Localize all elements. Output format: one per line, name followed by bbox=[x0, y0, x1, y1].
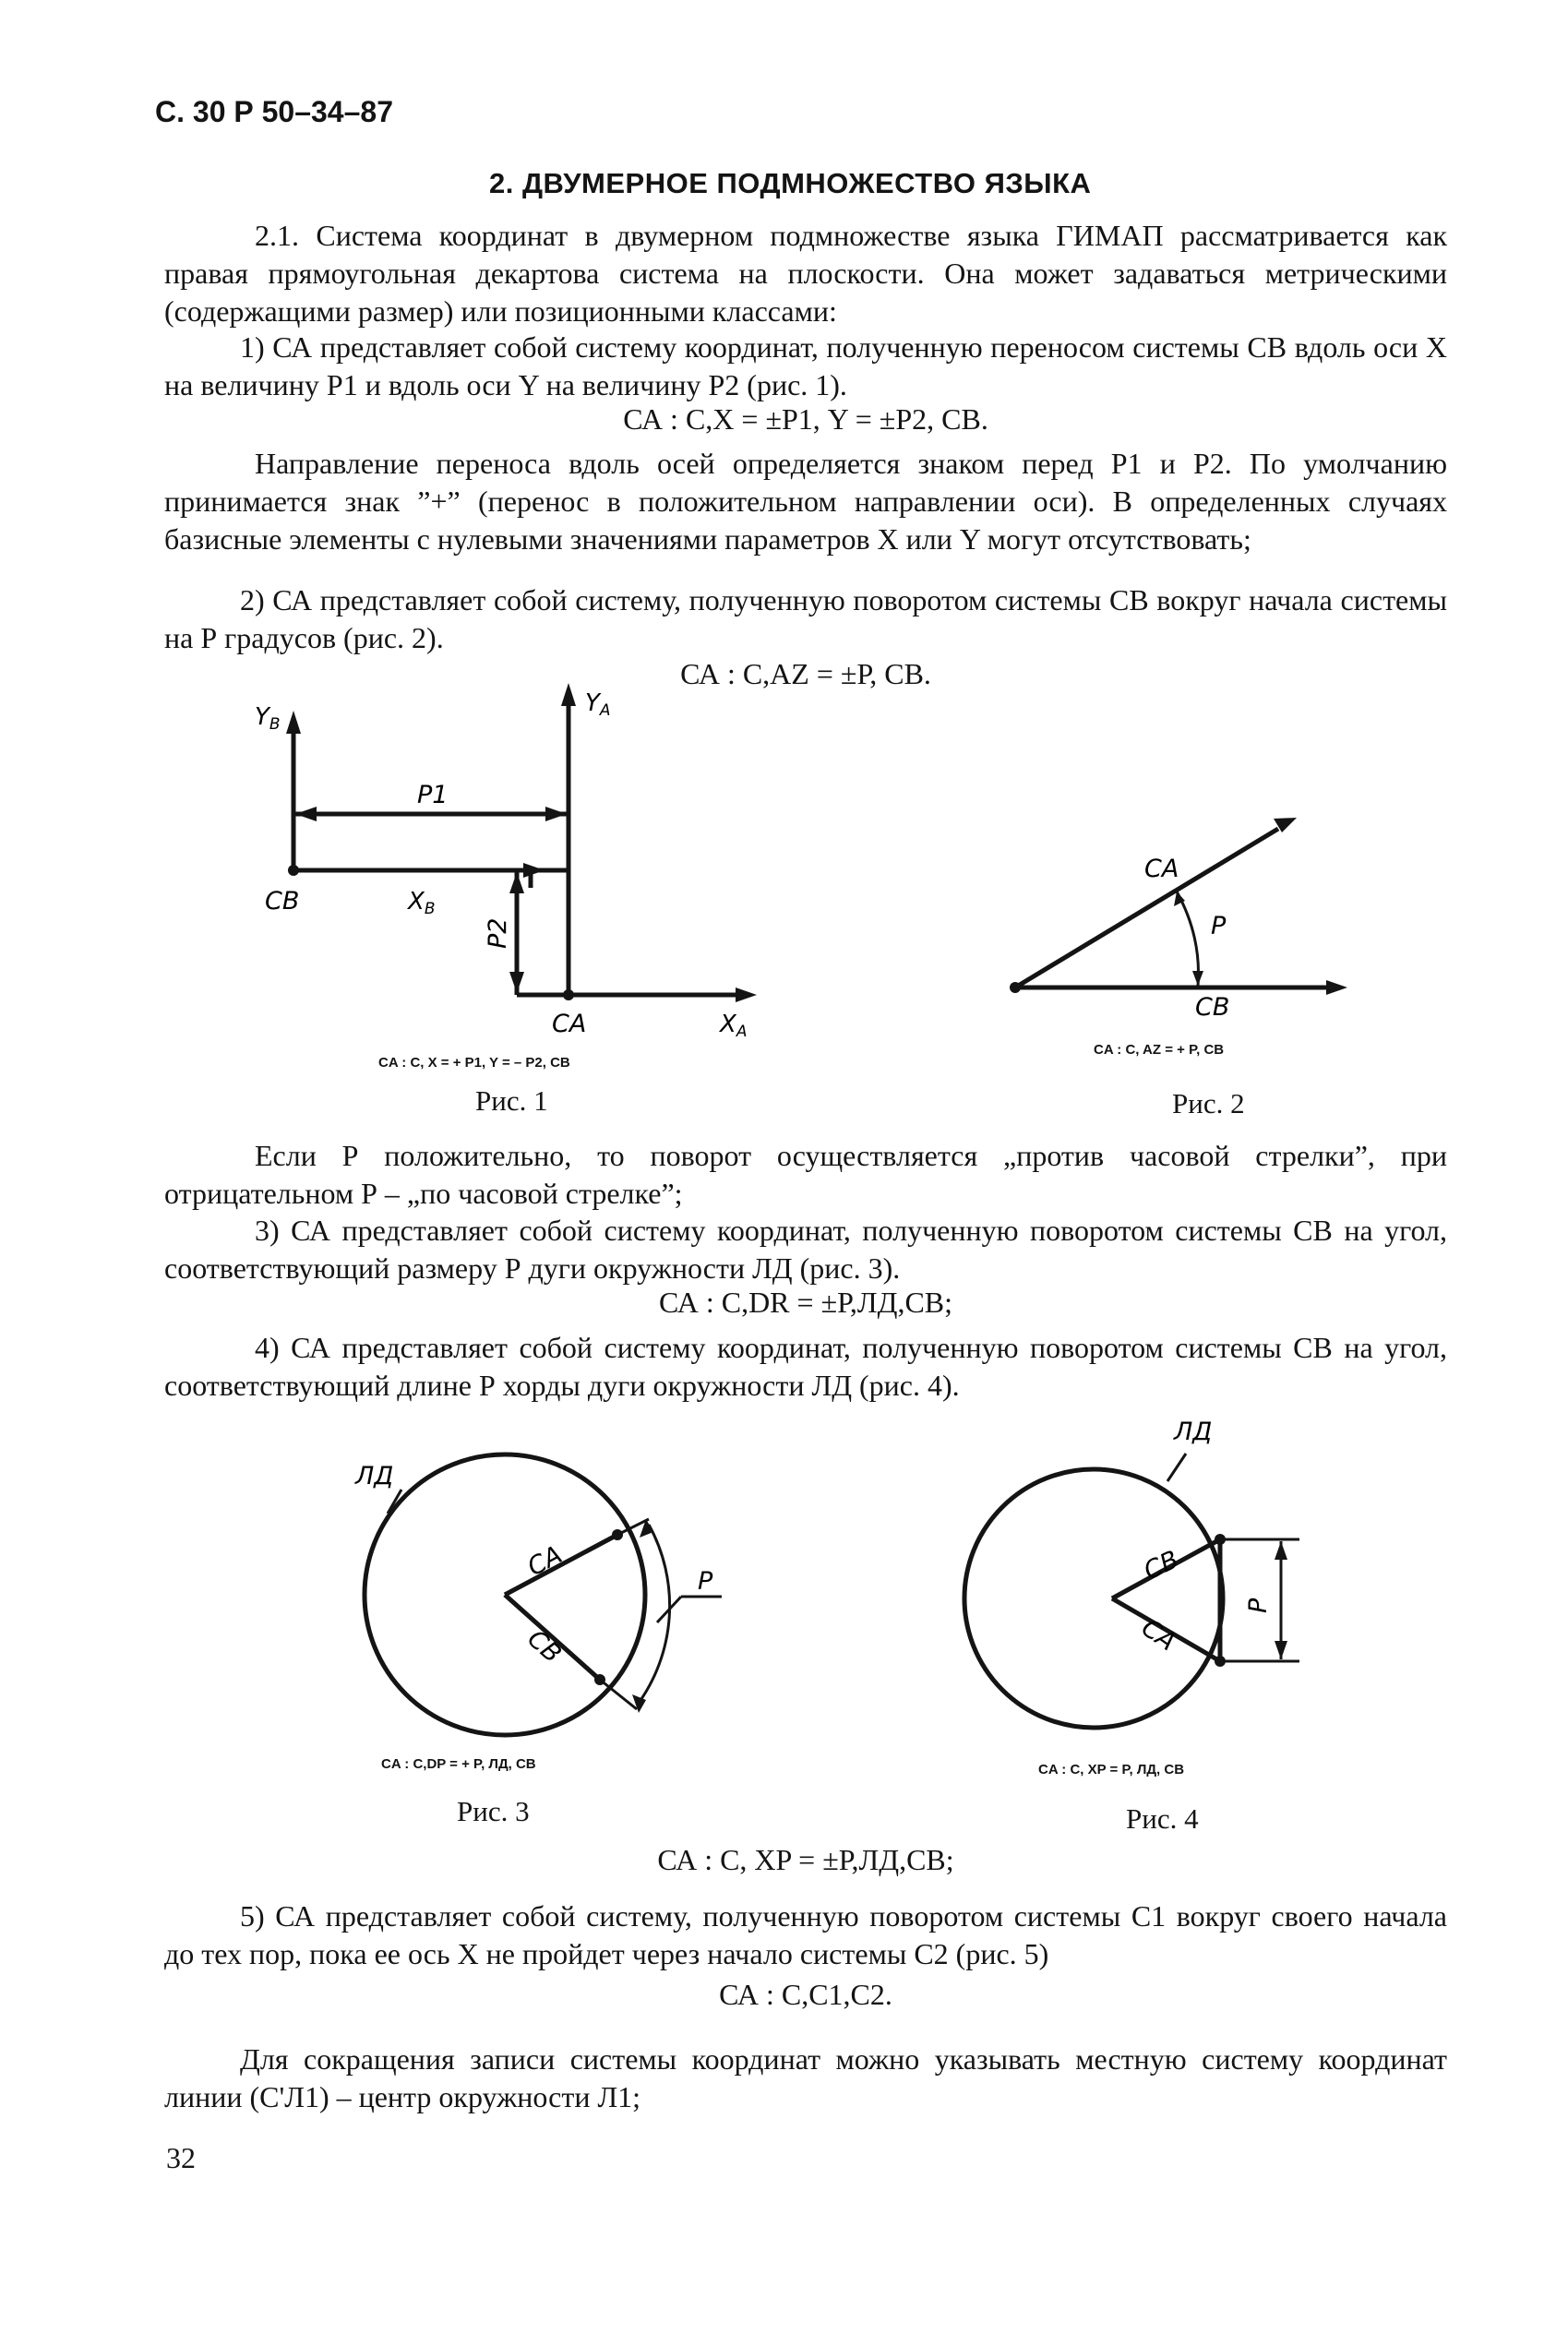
formula-5: СА : С,С1,С2. bbox=[719, 1978, 892, 2011]
section-title: 2. ДВУМЕРНОЕ ПОДМНОЖЕСТВО ЯЗЫКА bbox=[489, 167, 1092, 199]
figure-3-label: Рис. 3 bbox=[457, 1795, 530, 1827]
cb-label: CB bbox=[1195, 993, 1230, 1022]
paragraph-abbreviation: Для сокращения записи системы координат можно указывать местную систему координат линии (С'Л1) – центр окружности Л1; bbox=[164, 2042, 1447, 2113]
p2-label: P2 bbox=[484, 917, 512, 949]
ca-label: CA bbox=[1135, 1613, 1181, 1658]
chord-arrow-bottom bbox=[1275, 1641, 1287, 1659]
cb-circle-point bbox=[1215, 1534, 1226, 1545]
ld-label: ЛД bbox=[355, 1462, 394, 1490]
figure-3-caption: CA : C,DP = + P, ЛД, CB bbox=[381, 1756, 536, 1772]
figure-4-label: Рис. 4 bbox=[1126, 1802, 1199, 1835]
chord-p-label: P bbox=[1244, 1598, 1273, 1613]
paragraph-item-4: 4) СА представляет собой систему координат, полученную поворотом системы СВ на угол, соответствующий длине Р хорды дуги окружности ЛД (рис. 4). bbox=[164, 1331, 1447, 1402]
page-number: 32 bbox=[166, 2141, 196, 2174]
formula-1: СА : С,X = ±Р1, Y = ±Р2, СВ. bbox=[623, 402, 988, 436]
figure-1-caption: CA : C, X = + P1, Y = – P2, CB bbox=[378, 1055, 570, 1071]
figure-2-label: Рис. 2 bbox=[1172, 1087, 1245, 1119]
paragraph-item-3: 3) СА представляет собой систему координат, полученную поворотом системы СВ на угол, соответствующий размеру Р дуги окружности ЛД (рис. 3). bbox=[164, 1214, 1447, 1285]
ca-label: CA bbox=[522, 1540, 568, 1583]
paragraph-direction: Направление переноса вдоль осей определяется знаком перед Р1 и Р2. По умолчанию принимается знак ”+” (перенос в положительном направлении оси). В определенных случаях базисные элементы с нулевыми значениями параметров X или Y могут отсутствовать; bbox=[164, 447, 1447, 556]
ca-circle-point bbox=[1215, 1656, 1226, 1667]
chord-arrow-top bbox=[1275, 1541, 1287, 1560]
paragraph-2-1: 2.1. Система координат в двумерном подмножестве языка ГИМАП рассматривается как правая прямоугольная декартова система на плоскости. Она может задаваться метрическими (содержащими размер) или позиционными классами: bbox=[164, 219, 1447, 328]
angle-p-label: P bbox=[1211, 912, 1227, 940]
paragraph-rotation-sign: Если Р положительно, то поворот осуществляется „против часовой стрелки”, при отрицательном Р – „по часовой стрелке”; bbox=[164, 1139, 1447, 1210]
paragraph-item-1: 1) СА представляет собой систему координат, полученную переносом системы СВ вдоль оси X на величину Р1 и вдоль оси Y на величину Р2 (рис. 1). bbox=[164, 330, 1447, 401]
yb-label: YB bbox=[255, 703, 281, 734]
ca-label: CA bbox=[552, 1010, 587, 1038]
xb-label: XB bbox=[408, 888, 436, 918]
ld-label: ЛД bbox=[1174, 1418, 1213, 1446]
formula-4: СА : С, XP = ±Р,ЛД,СВ; bbox=[657, 1843, 954, 1876]
paragraph-item-5: 5) СА представляет собой систему, полученную поворотом системы С1 вокруг своего начала до тех пор, пока ее ось X не пройдет через начало системы С2 (рис. 5) bbox=[164, 1899, 1447, 1970]
formula-3: СА : С,DR = ±Р,ЛД,СВ; bbox=[658, 1286, 953, 1319]
page-header: С. 30 Р 50–34–87 bbox=[155, 95, 393, 128]
p1-label: P1 bbox=[417, 781, 449, 809]
figure-2-caption: CA : C, AZ = + P, CB bbox=[1094, 1042, 1225, 1058]
cb-label: CB bbox=[521, 1624, 567, 1670]
figure-1-label: Рис. 1 bbox=[475, 1084, 548, 1117]
xa-label: XA bbox=[720, 1011, 748, 1041]
ca-label: CA bbox=[1144, 855, 1179, 883]
arc-p-label: P bbox=[698, 1567, 713, 1596]
ya-label: YA bbox=[585, 689, 611, 720]
figure-4-caption: CA : C, XP = P, ЛД, CB bbox=[1038, 1762, 1185, 1777]
cb-label: CB bbox=[265, 887, 300, 916]
formula-2: СА : С,AZ = ±Р, СВ. bbox=[680, 657, 931, 690]
cb-label: CB bbox=[1139, 1545, 1183, 1586]
paragraph-item-2: 2) СА представляет собой систему, полученную поворотом системы СВ вокруг начала системы на Р градусов (рис. 2). bbox=[164, 583, 1447, 654]
